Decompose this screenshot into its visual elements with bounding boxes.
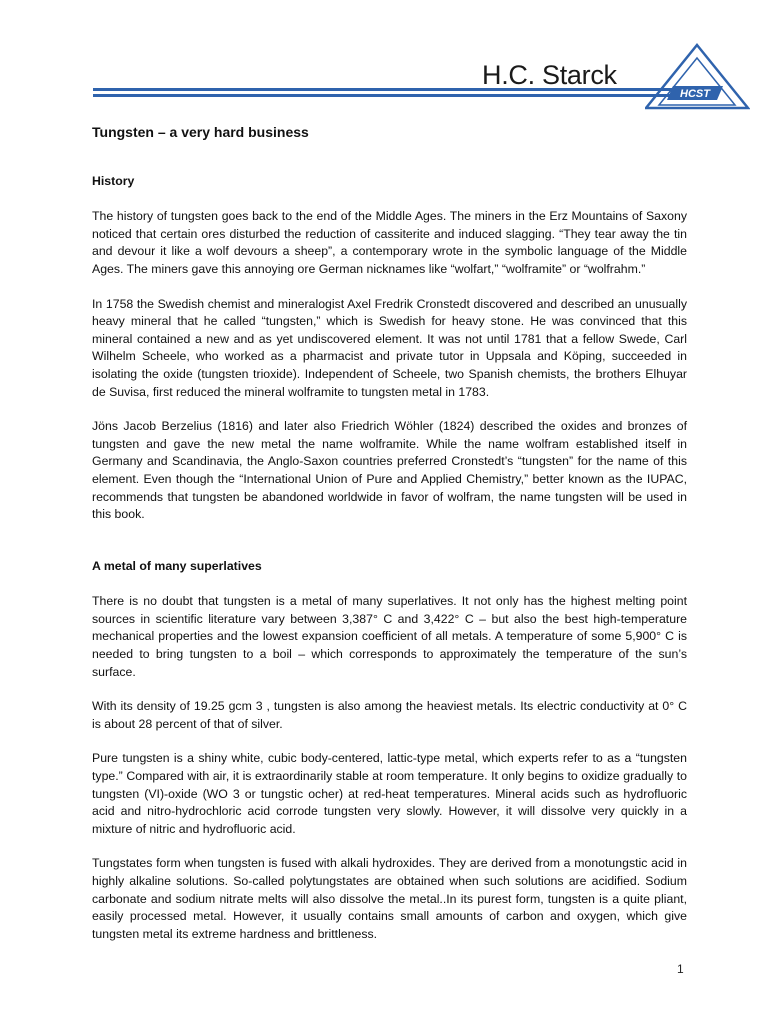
logo-text: HCST xyxy=(680,88,710,100)
document-title: Tungsten – a very hard business xyxy=(92,124,309,140)
document-body xyxy=(92,124,687,960)
section-heading-history: History xyxy=(92,173,135,188)
company-name: H.C. Starck xyxy=(482,60,617,90)
paragraph: Pure tungsten is a shiny white, cubic body-centered, lattic-type metal, which experts refer to as a “tungsten type.” Compared with air, it is extraordinarily stable at room temperature. It only begins to oxidize gradually to tungsten (VI)-oxide (WO 3 or tungstic ocher) at red-heat temperatures. Mineral acids such as hydrofluoric acid and nitro-hydrochloric acid corrode tungsten very slowly. However, it will dissolve very quickly in a mixture of nitric and hydrofluoric acid. xyxy=(92,751,687,836)
paragraph: Tungstates form when tungsten is fused with alkali hydroxides. They are derived from a monotungstic acid in highly alkaline solutions. So-called polytungstates are obtained when such solutions are acidified. Sodium carbonate and sodium nitrate melts will also dissolve the metal..In its purest form, tungsten is a quite pliant, easily processed metal. However, it usually contains small amounts of carbon and oxygen, which give tungsten metal its extreme hardness and brittleness. xyxy=(92,856,687,941)
paragraph: Jöns Jacob Berzelius (1816) and later also Friedrich Wöhler (1824) described the oxides and bronzes of tungsten and gave the new metal the name wolframite. While the name wolfram established itself in Germany and Scandinavia, the Anglo-Saxon countries preferred Cronstedt’s “tungsten” for the name of this element. Even though the “International Union of Pure and Applied Chemistry,” better known as the IUPAC, recommends that tungsten be abandoned worldwide in favor of wolfram, the name tungsten will be used in this book. xyxy=(92,419,687,522)
paragraph: The history of tungsten goes back to the end of the Middle Ages. The miners in the Erz Mountains of Saxony noticed that certain ores disturbed the reduction of cassiterite and induced slagging. “They tear away the tin and devour it like a wolf devours a sheep”, a contemporary wrote in the symbolic language of the Middle Ages. The miners gave this annoying ore German nicknames like “wolfart,” “wolframite” or “wolfrahm.” xyxy=(92,209,687,276)
page-header xyxy=(0,0,768,110)
paragraph: In 1758 the Swedish chemist and mineralogist Axel Fredrik Cronstedt discovered and described an unusually heavy mineral that he called “tungsten,” which is Swedish for heavy stone. He was convinced that this mineral contained a new and as yet undiscovered element. It was not until 1781 that a fellow Swede, Carl Wilhelm Scheele, who worked as a pharmacist and private tutor in Uppsala and Köping, succeeded in isolating the oxide (tungsten trioxide). Independent of Scheele, two Spanish chemists, the brothers Elhuyar de Suvisa, first reduced the mineral wolframite to tungsten metal in 1783. xyxy=(92,296,687,399)
page-number: 1 xyxy=(677,962,684,976)
paragraph: With its density of 19.25 gcm 3 , tungsten is also among the heaviest metals. Its electric conductivity at 0° C is about 28 percent of that of silver. xyxy=(92,699,687,731)
section-heading-superlatives: A metal of many superlatives xyxy=(92,558,262,573)
paragraph: There is no doubt that tungsten is a metal of many superlatives. It not only has the highest melting point sources in scientific literature vary between 3,387° C and 3,422° C – but also the best high-temperature mechanical properties and the lowest expansion coefficient of all metals. A temperature of some 5,900° C is needed to bring tungsten to a boil – which corresponds to approximately the temperature of the sun’s surface. xyxy=(92,594,687,679)
hcst-logo-icon xyxy=(645,42,750,110)
